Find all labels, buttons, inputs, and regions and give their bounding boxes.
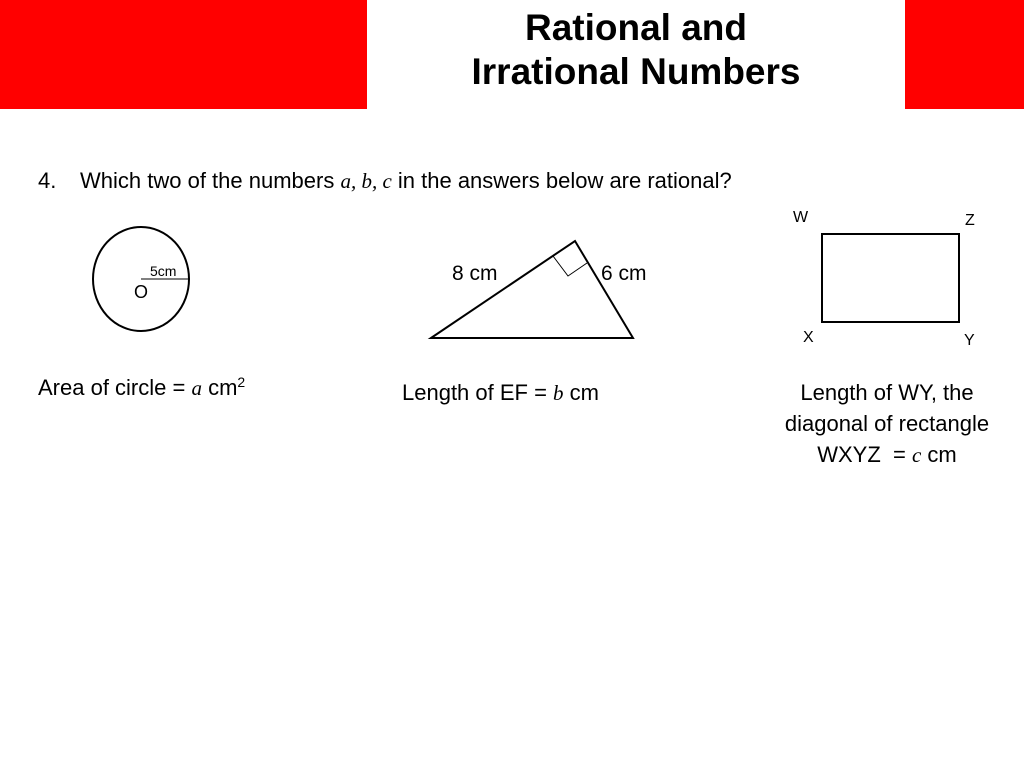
triangle-outline	[431, 241, 633, 338]
rectangle-answer-prefix: WXYZ =	[817, 442, 912, 467]
circle-answer-prefix: Area of circle =	[38, 375, 192, 400]
circle-center-label: O	[134, 282, 149, 302]
triangle-answer	[402, 377, 599, 409]
triangle-answer-prefix: Length of EF =	[402, 380, 554, 405]
circle-answer-variable: a	[191, 376, 202, 400]
title-line-1: Rational and	[524, 7, 748, 48]
circle-answer-unit: cm	[201, 375, 238, 400]
rectangle-answer-line-3	[752, 439, 1022, 471]
rectangle-answer-line-2: diagonal of rectangle	[784, 411, 990, 436]
question-text-before: Which two of the numbers	[80, 168, 341, 193]
rectangle-answer-line-1: Length of WY, the	[800, 380, 974, 405]
question-text-after: in the answers below are rational?	[391, 168, 732, 193]
circle-answer-exponent: 2	[237, 374, 246, 390]
title-line-2: Irrational Numbers	[471, 51, 801, 92]
rectangle-outline	[822, 234, 959, 322]
circle-radius-label: 5cm	[150, 263, 177, 279]
vertex-label-x: X	[803, 329, 814, 346]
circle-answer	[38, 372, 245, 404]
triangle-right-side-label: 6 cm	[601, 262, 647, 285]
question-variables: a, b, c	[340, 169, 392, 193]
vertex-label-w: W	[793, 209, 809, 226]
triangle-left-side-label: 8 cm	[452, 262, 498, 285]
rectangle-answer	[752, 377, 1022, 471]
question-number: 4.	[38, 168, 57, 193]
rectangle-answer-unit: cm	[921, 442, 957, 467]
triangle-answer-unit: cm	[563, 380, 599, 405]
vertex-label-y: Y	[964, 332, 975, 349]
triangle-answer-variable: b	[553, 381, 564, 405]
right-angle-marker	[553, 256, 587, 276]
vertex-label-z: Z	[965, 212, 975, 229]
rectangle-answer-variable: c	[911, 443, 922, 467]
